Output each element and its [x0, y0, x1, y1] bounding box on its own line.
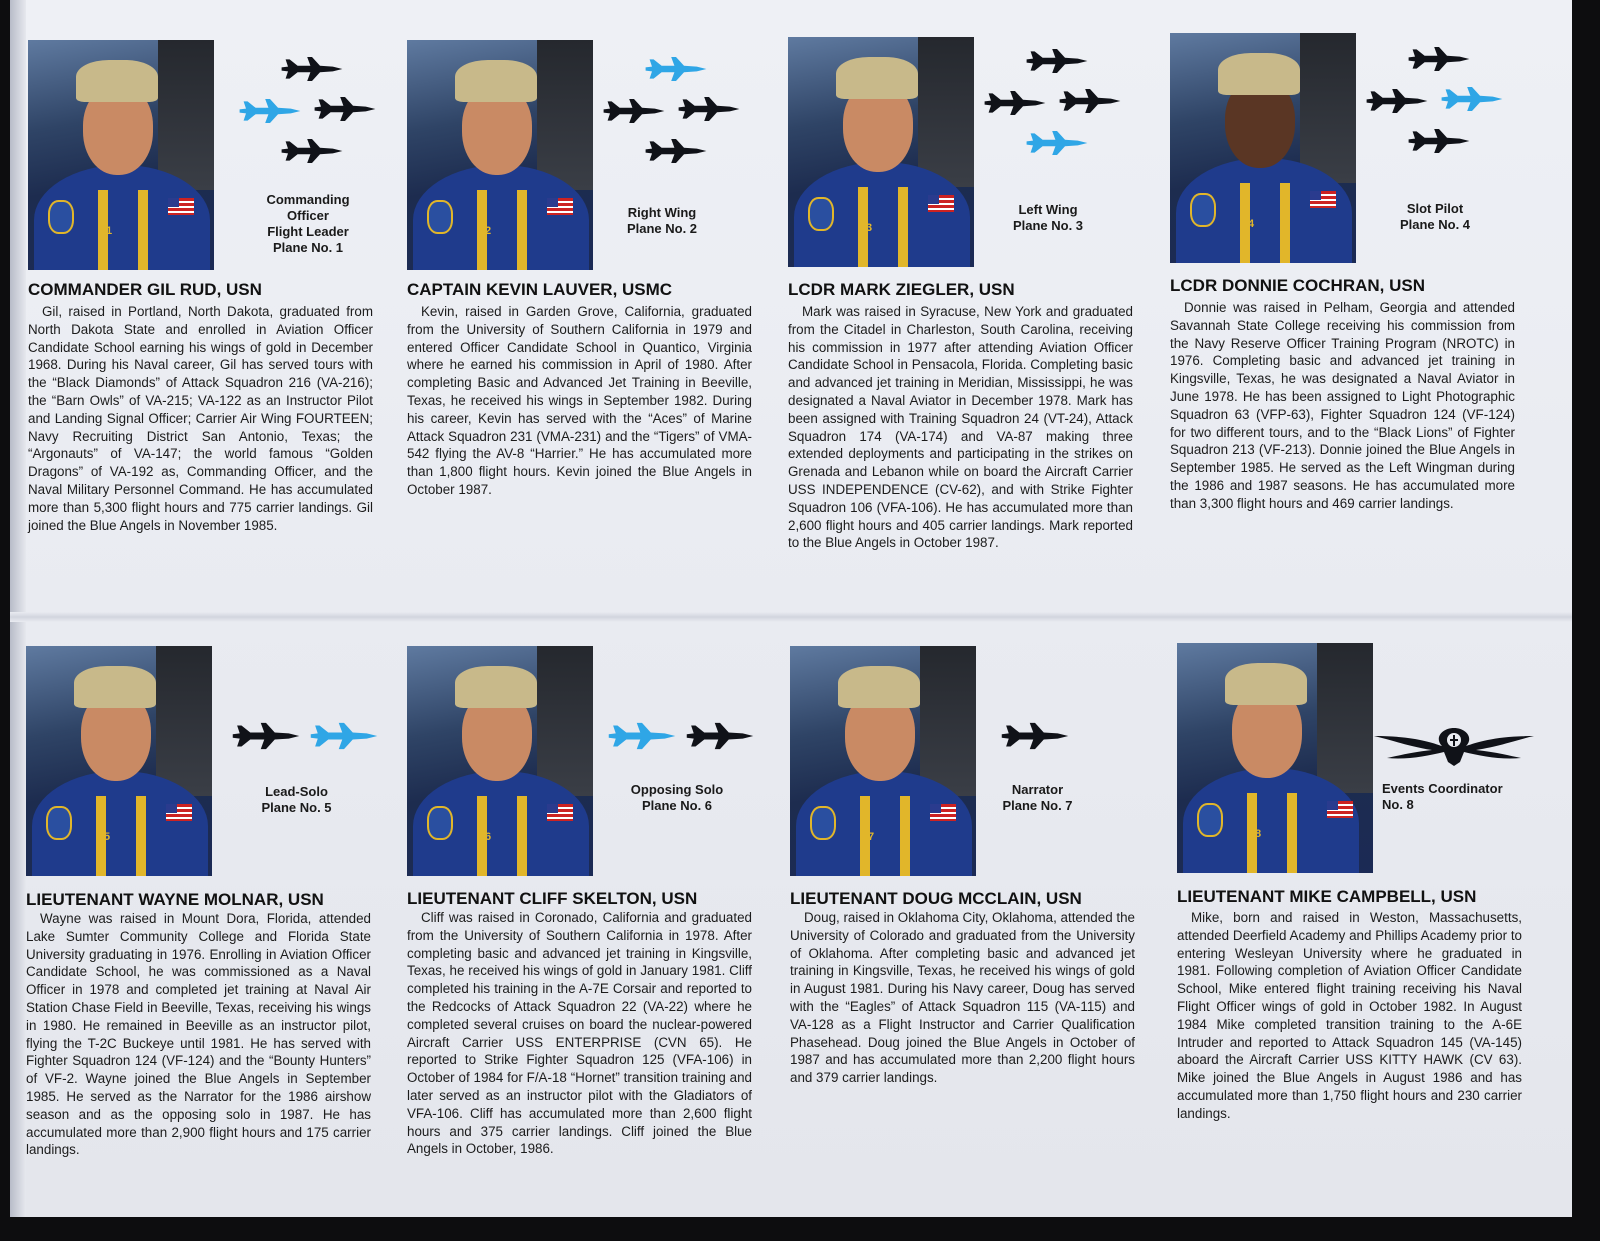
- brochure-sheet: [10, 0, 1572, 1217]
- plane-number-patch: 4: [1248, 218, 1255, 230]
- pilot-bio: Donnie was raised in Pelham, Georgia and attended Savannah State College receiving his commission from the Navy Reserve Officer Training Program (NROTC) in 1976. Completing basic and advanced jet training in Kingsville, Texas, he was designated a Naval Aviator in June 1978. He has been assigned to Light Photographic Squadron 63 (VFP-63), Fighter Squadron 124 (VF-124) for two different tours, and to the “Black Lions” of Fighter Squadron 213 (VF-213). Donnie joined the Blue Angels in September 1985. He served as the Left Wingman during the 1986 and 1987 seasons. He has accumulated more than 3,300 flight hours and 469 carrier landings.: [1170, 300, 1515, 511]
- pilot-photo: [788, 37, 974, 267]
- pilot-bio: Cliff was raised in Coronado, California and graduated from the University of Southern California in 1978. After completing basic and advanced jet training in Kingsville, Texas, he received his wings of gold in January 1981. Cliff completed his training in the A-7E Corsair and reported to the Redcocks of Attack Squadron 22 (VA-22) where he completed several cruises on board the nuclear-powered Aircraft Carrier USS ENTERPRISE (CVN 65). He reported to Strike Fighter Squadron 125 (VFA-106) in October of 1984 for F/A-18 “Hornet” transition training and later served as an instructor pilot with the Gladiators of VFA-106. Cliff has accumulated more than 2,600 flight hours and 375 carrier landings. Cliff joined the Blue Angels in October, 1986.: [407, 910, 752, 1157]
- pilot-name: LIEUTENANT CLIFF SKELTON, USN: [407, 889, 698, 908]
- page-fold-vertical: [10, 0, 26, 1217]
- role-label: Left Wing Plane No. 3: [1012, 202, 1084, 233]
- pilot-card-4: [1170, 33, 1540, 628]
- plane-number-patch: 3: [866, 222, 873, 234]
- pilot-card-6: [407, 646, 777, 1241]
- role-label: Slot Pilot Plane No. 4: [1399, 201, 1471, 232]
- pilot-name: LIEUTENANT DOUG MCCLAIN, USN: [790, 889, 1082, 908]
- pilot-photo: [1177, 643, 1373, 873]
- plane-number-patch: 7: [868, 831, 875, 843]
- formation-diagram: [238, 55, 383, 175]
- jet-icon: [1025, 47, 1089, 75]
- jet-icon: [644, 55, 708, 83]
- plane-number-patch: 5: [104, 831, 111, 843]
- jet-icon: [1440, 85, 1504, 113]
- plane-number-patch: 6: [485, 831, 492, 843]
- jet-icon: [1000, 721, 1070, 751]
- role-label: Events Coordinator No. 8: [1382, 781, 1503, 812]
- pilot-bio: Wayne was raised in Mount Dora, Florida, attended Lake Sumter Community College and Florida State University graduating in 1976. Enrolling in Aviation Officer Candidate School, he was commissioned as a Naval Officer in 1978 and completed jet training at Naval Air Station Chase Field in Beeville, Texas, receiving his wings in 1980. He remained in Beeville as an instructor pilot, flying the T-2C Buckeye until 1981. He has served with Fighter Squadron 124 (VF-124) and the “Bounty Hunters” of VF-2. Wayne joined the Blue Angels in September 1985. He served as the Narrator for the 1986 airshow season and as the opposing solo in 1987. He has accumulated more than 2,900 flight hours and 175 carrier landings.: [26, 911, 371, 1158]
- pilot-photo: [1170, 33, 1356, 263]
- role-label: Opposing Solo Plane No. 6: [630, 782, 724, 813]
- formation-diagram: [1365, 45, 1510, 165]
- pilot-name: LCDR MARK ZIEGLER, USN: [788, 280, 1015, 299]
- jet-icon: [983, 89, 1047, 117]
- pilot-bio: Kevin, raised in Garden Grove, California, graduated from the University of Southern California in 1979 and entered Officer Candidate School in Quantico, Virginia where he earned his commission in April of 1980. After completing Basic and Advanced Jet Training in Beeville, Texas, he received his wings in September 1982. During his career, Kevin has served with the “Aces” of Marine Attack Squadron 231 (VMA-231) and the “Tigers” of VMA-542 flying the AV-8 “Harrier.” He has accumulated more than 1,800 flight hours. Kevin joined the Blue Angels in October 1987.: [407, 304, 752, 497]
- pilot-name: COMMANDER GIL RUD, USN: [28, 280, 262, 299]
- pilot-card-3: [788, 37, 1158, 632]
- role-label: Narrator Plane No. 7: [1002, 782, 1073, 813]
- jet-icon: [1407, 127, 1471, 155]
- jet-icon: [238, 97, 302, 125]
- pilot-photo: [28, 40, 214, 270]
- pilot-name: CAPTAIN KEVIN LAUVER, USMC: [407, 280, 673, 299]
- pilot-photo: [790, 646, 976, 876]
- pilot-card-2: [407, 40, 777, 635]
- pilot-card-7: [790, 646, 1160, 1241]
- pilot-photo: [407, 40, 593, 270]
- jet-icon: [677, 95, 741, 123]
- jet-icon: [280, 137, 344, 165]
- jet-icon: [1407, 45, 1471, 73]
- plane-number-patch: 8: [1255, 828, 1262, 840]
- jet-icon: [602, 97, 666, 125]
- formation-diagram: [231, 721, 381, 757]
- jet-icon: [1058, 87, 1122, 115]
- jet-icon: [1025, 129, 1089, 157]
- jet-icon: [607, 721, 677, 751]
- formation-diagram: [983, 47, 1128, 167]
- naval-flight-officer-wings-icon: [1372, 718, 1537, 768]
- role-label: Commanding Officer Flight Leader Plane No. 1: [266, 192, 350, 255]
- pilot-card-5: [26, 646, 396, 1241]
- pilot-name: LCDR DONNIE COCHRAN, USN: [1170, 276, 1425, 295]
- pilot-card-8: [1177, 643, 1547, 1238]
- pilot-bio: Mike, born and raised in Weston, Massachusetts, attended Deerfield Academy and Phillips Academy prior to entering Wesleyan University where he graduated in 1981. Following completion of Aviation Officer Candidate School, Mike entered flight training receiving his Naval Flight Officer wings of gold in October 1982. In August 1984 Mike completed transition training to the A-6E Intruder and reported to Attack Squadron 145 (VA-145) aboard the Aircraft Carrier USS KITTY HAWK (CV 63). Mike joined the Blue Angels in August 1986 and has accumulated more than 1,750 flight hours and 230 carrier landings.: [1177, 910, 1522, 1121]
- pilot-bio: Doug, raised in Oklahoma City, Oklahoma, attended the University of Colorado and graduated from the University of Oklahoma. After completing basic and advanced jet training in Kingsville, Texas, he received his wings of gold in August 1981. During his Navy career, Doug has served with the “Eagles” of Attack Squadron 115 (VA-115) and VA-128 as a Flight Instructor and Carrier Qualification Phasehead. Doug joined the Blue Angels in October of 1987 and has accumulated more than 2,200 flight hours and 379 carrier landings.: [790, 910, 1135, 1086]
- pilot-photo: [407, 646, 593, 876]
- jet-icon: [280, 55, 344, 83]
- role-label: Lead-Solo Plane No. 5: [261, 784, 332, 815]
- plane-number-patch: 1: [106, 225, 113, 237]
- pilot-photo: [26, 646, 212, 876]
- jet-icon: [309, 721, 379, 751]
- jet-icon: [313, 95, 377, 123]
- jet-icon: [644, 137, 708, 165]
- jet-icon: [1365, 87, 1429, 115]
- jet-icon: [231, 721, 301, 751]
- pilot-bio: Gil, raised in Portland, North Dakota, graduated from North Dakota State and enrolled in Aviation Officer Candidate School earning his wings of gold in December 1968. During his Naval career, Gil has served tours with the “Black Diamonds” of Attack Squadron 216 (VA-216); the “Barn Owls” of VA-215; VA-122 as an Instructor Pilot and Landing Signal Officer; Carrier Air Wing FOURTEEN; Navy Recruiting District San Antonio, Texas; the “Argonauts” of VA-147; the world famous “Golden Dragons” of VA-192 as, Commanding Officer, and the Naval Military Personnel Command. He has accumulated more than 5,300 flight hours and 775 carrier landings. Gil joined the Blue Angels in November 1985.: [28, 304, 373, 533]
- plane-number-patch: 2: [485, 225, 492, 237]
- role-label: Right Wing Plane No. 2: [626, 205, 698, 236]
- jet-icon: [685, 721, 755, 751]
- pilot-name: LIEUTENANT MIKE CAMPBELL, USN: [1177, 887, 1477, 906]
- formation-diagram: [607, 721, 757, 757]
- pilot-name: LIEUTENANT WAYNE MOLNAR, USN: [26, 890, 324, 909]
- pilot-card-1: [28, 40, 398, 635]
- pilot-bio: Mark was raised in Syracuse, New York and graduated from the Citadel in Charleston, South Carolina, receiving his commission in 1977 after attending Aviation Officer Candidate School in Pensacola, Florida. Completing basic and advanced jet training in Meridian, Mississippi, he was designated a Naval Aviator in December 1978. Mark has been assigned with Training Squadron 24 (VT-24), Attack Squadron 174 (VA-174) and VA-87 making three extended deployments and participating in the strikes on Grenada and Lebanon while on board the Aircraft Carrier USS INDEPENDENCE (CV-62), and with Strike Fighter Squadron 106 (VFA-106). He has accumulated more than 2,600 flight hours and 405 carrier landings. Mark reported to the Blue Angels in October 1987.: [788, 304, 1133, 551]
- formation-diagram: [1000, 721, 1075, 757]
- formation-diagram: [602, 55, 747, 175]
